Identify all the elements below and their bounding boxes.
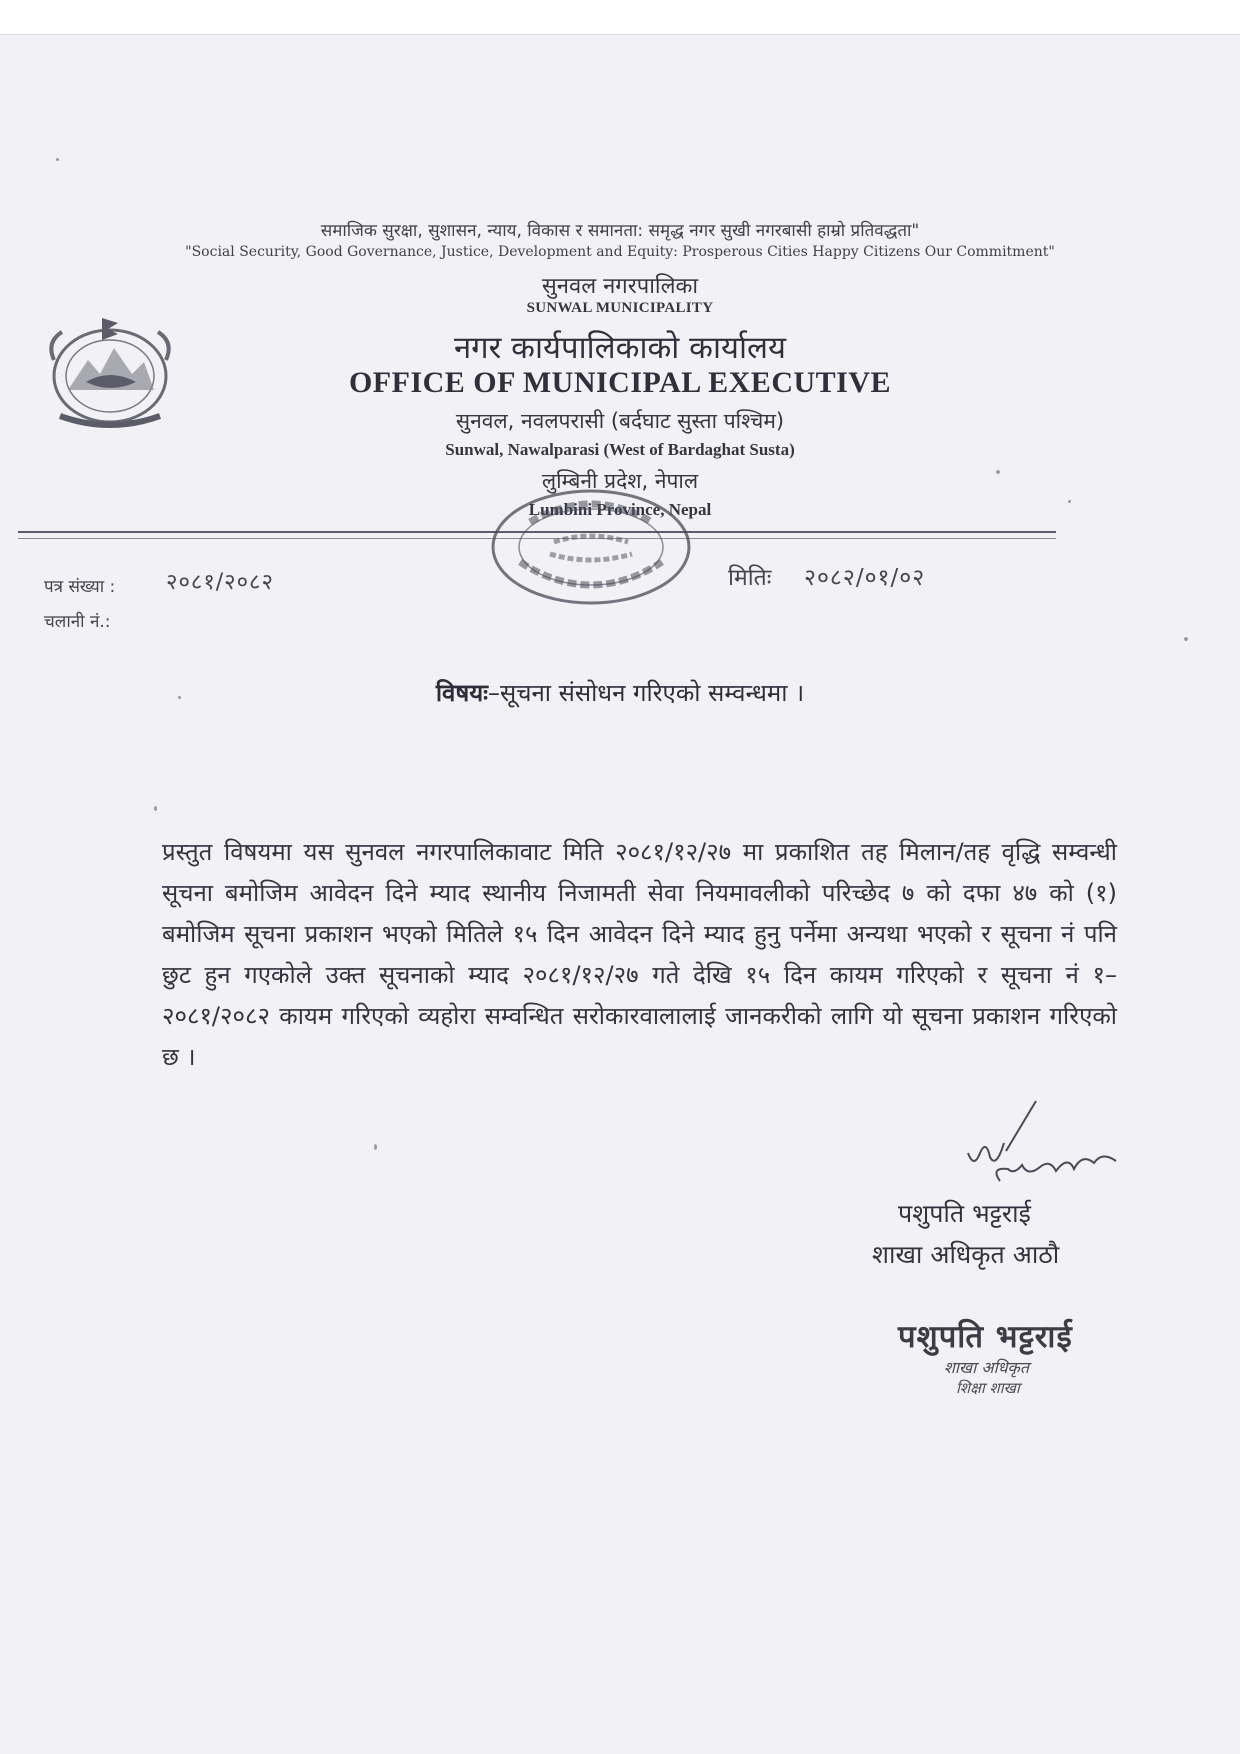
notice-body: प्रस्तुत विषयमा यस सुनवल नगरपालिकावाट मिति २०८१/१२/२७ मा प्रकाशित तह मिलान/तह वृद्धि सम्वन्धी सूचना बमोजिम आवेदन दिने म्याद स्थानीय निजामती सेवा नियमावलीको परिच्छेद ७ को दफा ४७ को (१) बमोजिम सूचना प्रकाशन भएको मितिले १५ दिन आवेदन दिने म्याद हुनु पर्नेमा अन्यथा भएको र सूचना नं पनि छुट हुन गएकोले उक्त सूचनाको म्याद २०८१/१२/२७ गते देखि १५ दिन कायम गरिएको र सूचना नं १–२०८१/२०८२ कायम गरिएको व्यहोरा सम्वन्धित सरोकारवालालाई जानकरीको लागि यो सूचना प्रकाशन गरिएको छ । [162, 838, 1117, 1071]
motto-english: "Social Security, Good Governance, Justice, Development and Equity: Prosperous Cities Happy Citizens Our Commitment" [185, 244, 1055, 260]
address-nepali: सुनवल, नवलपरासी (बर्दघाट सुस्ता पश्चिम) [455, 409, 785, 433]
reference-number-label: पत्र संख्या : [44, 577, 116, 597]
signatory-name: पशुपति भट्टराई [898, 1199, 1031, 1228]
motto-nepali: समाजिक सुरक्षा, सुशासन, न्याय, विकास र समानता: समृद्ध नगर सुखी नगरबासी हाम्रो प्रतिवद्धता" [320, 221, 920, 241]
dispatch-number-label: चलानी नं.: [44, 612, 111, 632]
municipality-name-english: SUNWAL MUNICIPALITY [526, 300, 714, 316]
province-english: Lumbini Province, Nepal [528, 500, 712, 519]
scan-speck [374, 1144, 377, 1150]
office-stamp-icon [480, 482, 702, 612]
date-label: मितिः [728, 565, 772, 591]
municipality-name-nepali: सुनवल नगरपालिका [541, 274, 699, 299]
name-seal: पशुपति भट्टराई [898, 1319, 1073, 1355]
subject-text: –सूचना संसोधन गरिएको सम्वन्धमा । [488, 679, 805, 707]
office-name-english: OFFICE OF MUNICIPAL EXECUTIVE [348, 366, 892, 399]
province-nepali: लुम्बिनी प्रदेश, नेपाल [541, 469, 699, 493]
address-english: Sunwal, Nawalparasi (West of Bardaghat Susta) [445, 440, 795, 459]
date-value: २०८२/०१/०२ [804, 565, 926, 591]
scan-speck [56, 158, 59, 161]
reference-number-value: २०८१/२०८२ [166, 570, 274, 595]
subject-label: विषयः [435, 679, 489, 707]
name-seal-post: शाखा अधिकृत [944, 1358, 1029, 1377]
subject-line [0, 676, 1240, 709]
office-name-nepali: नगर कार्यपालिकाको कार्यालय [453, 330, 787, 366]
signatory-post: शाखा अधिकृत आठौ [872, 1240, 1060, 1269]
scan-speck [154, 806, 157, 811]
scan-speck [1184, 637, 1188, 641]
name-seal-branch: शिक्षा शाखा [956, 1379, 1020, 1397]
handwritten-signature-icon [960, 1095, 1130, 1190]
